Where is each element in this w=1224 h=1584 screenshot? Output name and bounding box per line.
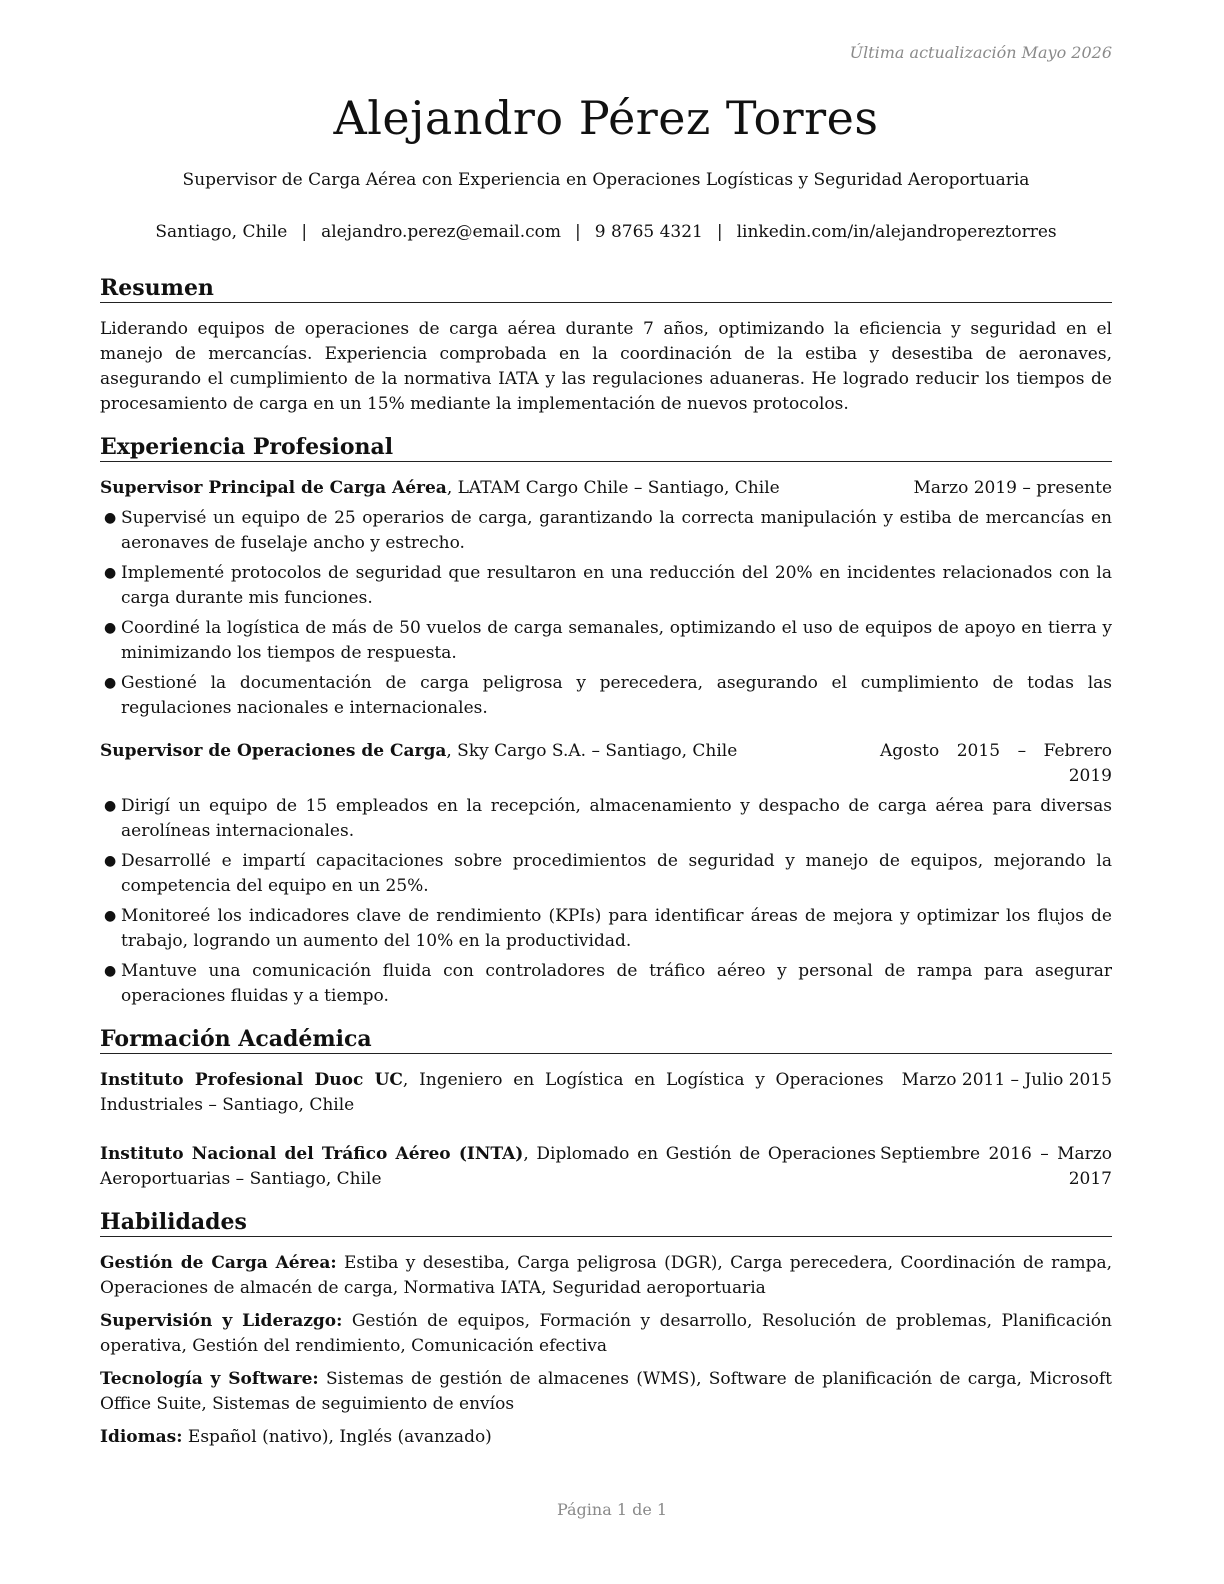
list-item [100, 616, 1112, 666]
job-title-line [100, 739, 880, 789]
summary-text: Liderando equipos de operaciones de carga aérea durante 7 años, optimizando la eficiencia y seguridad en el manejo de mercancías. Experiencia comprobada en la coordinación de la estiba y desestiba de aeronaves, asegurando el cumplimiento de la normativa IATA y las regulaciones aduaneras. He logrado reducir los tiempos de procesamiento de carga en un 15% mediante la implementación de nuevos protocolos. [100, 319, 1112, 414]
bullet-icon: ● [104, 675, 117, 691]
job-entry [100, 476, 1112, 721]
bullet-icon: ● [104, 620, 117, 636]
skill-value: Español (nativo), Inglés (avanzado) [182, 1427, 492, 1447]
contact-separator: | [716, 222, 723, 242]
job-bullets [100, 506, 1112, 721]
bullet-text: Supervisé un equipo de 25 operarios de carga, garantizando la correcta manipulación y estiba de mercancías en aeronaves de fuselaje ancho y estrecho. [121, 508, 1112, 553]
education-institution: Instituto Nacional del Tráfico Aéreo (INTA) [100, 1144, 524, 1164]
bullet-text: Mantuve una comunicación fluida con controladores de tráfico aéreo y personal de rampa para asegurar operaciones fluidas y a tiempo. [121, 961, 1112, 1006]
skill-value: Estiba y desestiba, Carga peligrosa (DGR), Carga perecedera, Coordinación de rampa, Operaciones de almacén de carga, Normativa IATA, Seguridad aeroportuaria [100, 1253, 1112, 1298]
job-bullets [100, 794, 1112, 1009]
education-dates: Septiembre 2016 – Marzo 2017 [880, 1144, 1112, 1189]
skill-item [100, 1425, 1112, 1450]
skill-label: Idiomas: [100, 1427, 183, 1447]
list-item [100, 561, 1112, 611]
bullet-icon: ● [104, 798, 117, 814]
skill-label: Gestión de Carga Aérea: [100, 1253, 337, 1273]
page-number: Página 1 de 1 [556, 1500, 668, 1519]
list-item [100, 849, 1112, 899]
resume-page [100, 40, 1112, 1450]
section-title-experience: Experiencia Profesional [100, 433, 1112, 462]
bullet-icon: ● [104, 963, 117, 979]
bullet-icon: ● [104, 853, 117, 869]
job-role: Supervisor de Operaciones de Carga [100, 741, 447, 761]
education-line [100, 1068, 884, 1118]
skill-item [100, 1367, 1112, 1417]
education-dates: Marzo 2011 – Julio 2015 [901, 1070, 1112, 1090]
section-title-skills: Habilidades [100, 1208, 1112, 1237]
bullet-text: Monitoreé los indicadores clave de rendimiento (KPIs) para identificar áreas de mejora y optimizar los flujos de trabajo, logrando un aumento del 10% en la productividad. [121, 906, 1112, 951]
bullet-text: Implementé protocolos de seguridad que resultaron en una reducción del 20% en incidentes relacionados con la carga durante mis funciones. [121, 563, 1112, 608]
bullet-text: Gestioné la documentación de carga peligrosa y perecedera, asegurando el cumplimiento de todas las regulaciones nacionales e internacionales. [121, 673, 1112, 718]
contact-separator: | [301, 222, 308, 242]
last-updated: Última actualización Mayo 2026 [849, 43, 1112, 62]
education-detail: , Ingeniero en Logística en Logística y Operaciones Industriales – Santiago, Chile [100, 1070, 884, 1115]
skill-label: Supervisión y Liderazgo: [100, 1311, 343, 1331]
job-header [100, 739, 1112, 789]
job-title-line [100, 476, 913, 501]
bullet-icon: ● [104, 565, 117, 581]
contact-line [100, 220, 1112, 244]
job-company: , LATAM Cargo Chile – Santiago, Chile [446, 478, 780, 498]
education-entry [100, 1068, 1112, 1118]
bullet-icon: ● [104, 510, 117, 526]
skill-label: Tecnología y Software: [100, 1369, 319, 1389]
list-item [100, 671, 1112, 721]
job-entry [100, 739, 1112, 1009]
contact-phone: 9 8765 4321 [594, 222, 703, 242]
list-item [100, 794, 1112, 844]
education-line [100, 1142, 876, 1192]
section-title-education: Formación Académica [100, 1025, 1112, 1054]
bullet-text: Dirigí un equipo de 15 empleados en la recepción, almacenamiento y despacho de carga aérea para diversas aerolíneas internacionales. [121, 796, 1112, 841]
contact-email[interactable]: alejandro.perez@email.com [321, 222, 561, 242]
job-dates: Agosto 2015 – Febrero 2019 [880, 741, 1112, 786]
skill-value: Sistemas de gestión de almacenes (WMS), Software de planificación de carga, Microsoft Office Suite, Sistemas de seguimiento de envíos [100, 1369, 1112, 1414]
job-role: Supervisor Principal de Carga Aérea [100, 478, 447, 498]
education-institution: Instituto Profesional Duoc UC [100, 1070, 403, 1090]
job-header [100, 476, 1112, 501]
skill-value: Gestión de equipos, Formación y desarrollo, Resolución de problemas, Planificación operativa, Gestión del rendimiento, Comunicación efectiva [100, 1311, 1112, 1356]
education-detail: , Diplomado en Gestión de Operaciones Aeroportuarias – Santiago, Chile [100, 1144, 876, 1189]
bullet-text: Coordiné la logística de más de 50 vuelos de carga semanales, optimizando el uso de equipos de apoyo en tierra y minimizando los tiempos de respuesta. [121, 618, 1112, 663]
contact-linkedin[interactable]: linkedin.com/in/alejandropereztorres [736, 222, 1057, 242]
list-item [100, 959, 1112, 1009]
job-dates: Marzo 2019 – presente [913, 478, 1112, 498]
headline: Supervisor de Carga Aérea con Experiencia en Operaciones Logísticas y Seguridad Aeroportuaria [182, 170, 1030, 190]
education-entry [100, 1142, 1112, 1192]
section-title-summary: Resumen [100, 274, 1112, 303]
list-item [100, 506, 1112, 556]
job-company: , Sky Cargo S.A. – Santiago, Chile [446, 741, 738, 761]
skill-item [100, 1251, 1112, 1301]
contact-separator: | [574, 222, 581, 242]
contact-location: Santiago, Chile [155, 222, 288, 242]
bullet-text: Desarrollé e impartí capacitaciones sobre procedimientos de seguridad y manejo de equipos, mejorando la competencia del equipo en un 25%. [121, 851, 1112, 896]
skill-item [100, 1309, 1112, 1359]
candidate-name: Alejandro Pérez Torres [333, 91, 879, 145]
bullet-icon: ● [104, 908, 117, 924]
list-item [100, 904, 1112, 954]
